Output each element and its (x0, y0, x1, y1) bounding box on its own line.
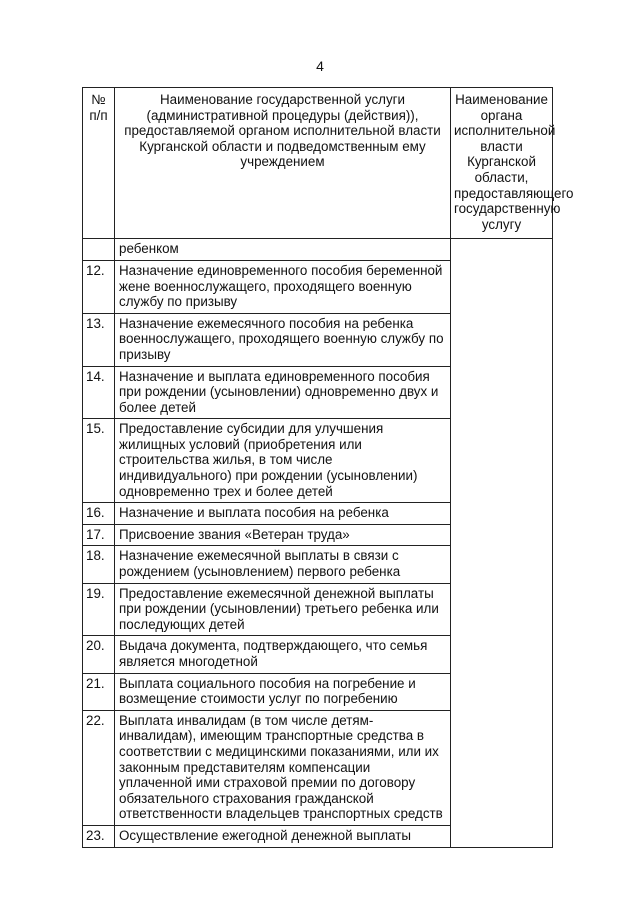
row-number: 20. (83, 636, 115, 673)
row-number: 17. (83, 524, 115, 546)
services-table (82, 87, 574, 848)
row-number: 15. (83, 419, 115, 503)
row-service-name: Назначение ежемесячной выплаты в связи с рождением (усыновлением) первого ребенка (115, 546, 451, 583)
row-number: 14. (83, 366, 115, 419)
header-authority: Наименование органа исполнительной власти Курганской области, предоставляющего государственную услугу (451, 88, 553, 239)
row-number: 19. (83, 583, 115, 636)
row-service-name: Назначение единовременного пособия беременной жене военнослужащего, проходящего военную службу по призыву (115, 260, 451, 313)
row-number (83, 239, 115, 261)
row-service-name: Присвоение звания «Ветеран труда» (115, 524, 451, 546)
row-service-name: Назначение и выплата единовременного пособия при рождении (усыновлении) одновременно двух и более детей (115, 366, 451, 419)
row-service-name: Выплата инвалидам (в том числе детям-инвалидам), имеющим транспортные средства в соответствии с медицинскими показаниями, или их законным представителям компенсации уплаченной ими страховой премии по договору обязательного страхования гражданской ответственности владельцев транспортных средств (115, 710, 451, 825)
row-number: 12. (83, 260, 115, 313)
row-service-name: Осуществление ежегодной денежной выплаты (115, 825, 451, 847)
table-row-continuation (83, 239, 553, 261)
table-header-row (83, 88, 553, 239)
row-service-name: ребенком (115, 239, 451, 261)
row-service-name: Выплата социального пособия на погребение и возмещение стоимости услуг по погребению (115, 673, 451, 710)
row-number: 16. (83, 503, 115, 525)
header-service-name: Наименование государственной услуги (административной процедуры (действия)), предоставляемой органом исполнительной власти Курганской области и подведомственным ему учреждением (115, 88, 451, 239)
row-authority (451, 239, 553, 847)
row-service-name: Предоставление ежемесячной денежной выплаты при рождении (усыновлении) третьего ребенка или последующих детей (115, 583, 451, 636)
row-number: 22. (83, 710, 115, 825)
row-number: 21. (83, 673, 115, 710)
header-number: № п/п (83, 88, 115, 239)
row-number: 13. (83, 313, 115, 366)
page-number: 4 (316, 58, 324, 74)
row-service-name: Назначение ежемесячного пособия на ребенка военнослужащего, проходящего военную службу по призыву (115, 313, 451, 366)
row-service-name: Предоставление субсидии для улучшения жилищных условий (приобретения или строительства жилья, в том числе индивидуального) при рождении (усыновлении) одновременно трех и более детей (115, 419, 451, 503)
row-service-name: Назначение и выплата пособия на ребенка (115, 503, 451, 525)
row-number: 18. (83, 546, 115, 583)
row-service-name: Выдача документа, подтверждающего, что семья является многодетной (115, 636, 451, 673)
row-number: 23. (83, 825, 115, 847)
